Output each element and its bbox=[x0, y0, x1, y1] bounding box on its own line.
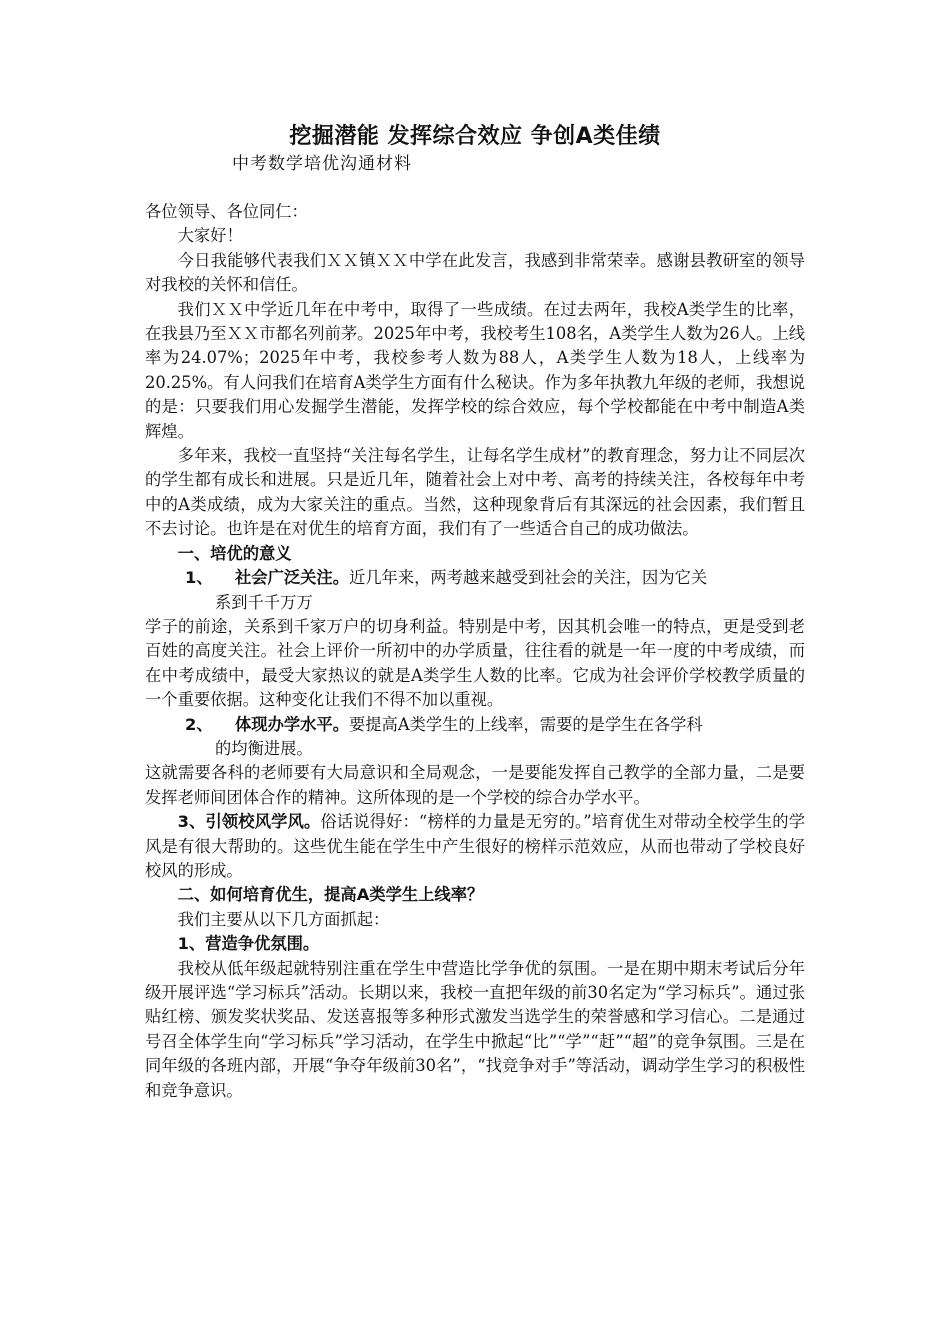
list-item-heading bbox=[145, 713, 805, 737]
paragraph: 今日我能够代表我们ＸＸ镇ＸＸ中学在此发言，我感到非常荣幸。感谢县教研室的领导对我校的关怀和信任。 bbox=[145, 250, 805, 295]
subsection-heading: 1、营造争优氛围。 bbox=[177, 934, 320, 954]
paragraph: 我们主要从以下几方面抓起： bbox=[177, 909, 390, 929]
list-item-title: 3、引领校风学风。 bbox=[177, 812, 321, 832]
list-item-title: 社会广泛关注。 bbox=[235, 568, 349, 588]
list-item-heading bbox=[145, 566, 805, 590]
document-subtitle: 中考数学培优沟通材料 bbox=[232, 154, 412, 174]
document-body bbox=[145, 200, 805, 1103]
list-item-continuation: 系到千千万万 bbox=[215, 592, 313, 612]
paragraph: 这就需要各科的老师要有大局意识和全局观念，一是要能发挥自己教学的全部力量，二是要发挥老师间团体合作的精神。这所体现的是一个学校的综合办学水平。 bbox=[145, 763, 805, 807]
paragraph: 我们ＸＸ中学近几年在中考中，取得了一些成绩。在过去两年，我校A类学生的比率，在我县乃至ＸＸ市都名列前茅。2025年中考，我校考生108名，A类学生人数为26人。上线率为24.07%；2025年中考，我校参考人数为88人，A类学生人数为18人，上线率为20.25%。有人问我们在培育A类学生方面有什么秘诀。作为多年执教九年级的老师，我想说的是：只要我们用心发掘学生潜能，发挥学校的综合效应，每个学校都能在中考中制造A类辉煌。 bbox=[145, 299, 805, 441]
list-item-title: 体现办学水平。 bbox=[235, 714, 349, 734]
greeting: 大家好！ bbox=[177, 226, 243, 246]
salutation: 各位领导、各位同仁： bbox=[145, 202, 308, 221]
paragraph: 我校从低年级起就特别注重在学生中营造比学争优的氛围。一是在期中期末考试后分年级开展评选“学习标兵”活动。长期以来，我校一直把年级的前30名定为“学习标兵”。通过张贴红榜、颁发奖状奖品、发送喜报等多种形式激发当选学生的荣誉感和学习信心。二是通过号召全体学生向“学习标兵”学习活动，在学生中掀起“比”“学”“赶”“超”的竞争氛围。三是在同年级的各班内部，开展“争夺年级前30名”，“找竞争对手”等活动，调动学生学习的积极性和竞争意识。 bbox=[145, 958, 805, 1100]
list-item-text: 俗话说得好：“榜样的力量是无穷的。”培育优生对带动全校学生的学风是有很大帮助的。这些优生能在学生中产生很好的榜样示范效应，从而也带动了学校良好校风的形成。 bbox=[145, 812, 805, 880]
section-heading: 二、如何培育优生，提高A类学生上线率？ bbox=[177, 885, 484, 905]
document-title: 挖掘潜能 发挥综合效应 争创A类佳绩 bbox=[289, 124, 661, 149]
paragraph: 多年来，我校一直坚持“关注每名学生，让每名学生成材”的教育理念，努力让不同层次的学生都有成长和进展。只是近几年，随着社会上对中考、高考的持续关注，各校每年中考中的A类成绩，成为大家关注的重点。当然，这种现象背后有其深远的社会因素，我们暂且不去讨论。也许是在对优生的培育方面，我们有了一些适合自己的成功做法。 bbox=[145, 446, 805, 539]
list-item-continuation: 的均衡进展。 bbox=[215, 738, 313, 758]
list-number: 2、 bbox=[185, 714, 213, 734]
list-item-text: 要提高A类学生的上线率，需要的是学生在各学科 bbox=[348, 714, 703, 734]
section-heading: 一、培优的意义 bbox=[177, 543, 292, 563]
list-number: 1、 bbox=[185, 568, 213, 588]
paragraph: 学子的前途，关系到千家万户的切身利益。特别是中考，因其机会唯一的特点，更是受到老百姓的高度关注。社会上评价一所初中的办学质量，往往看的就是一年一度的中考成绩，而在中考成绩中，最受大家热议的就是A类学生人数的比率。它成为社会评价学校教学质量的一个重要依据。这种变化让我们不得不加以重视。 bbox=[145, 616, 805, 710]
list-item-text: 近几年来，两考越来越受到社会的关注，因为它关 bbox=[348, 568, 708, 588]
list-item bbox=[145, 810, 805, 883]
